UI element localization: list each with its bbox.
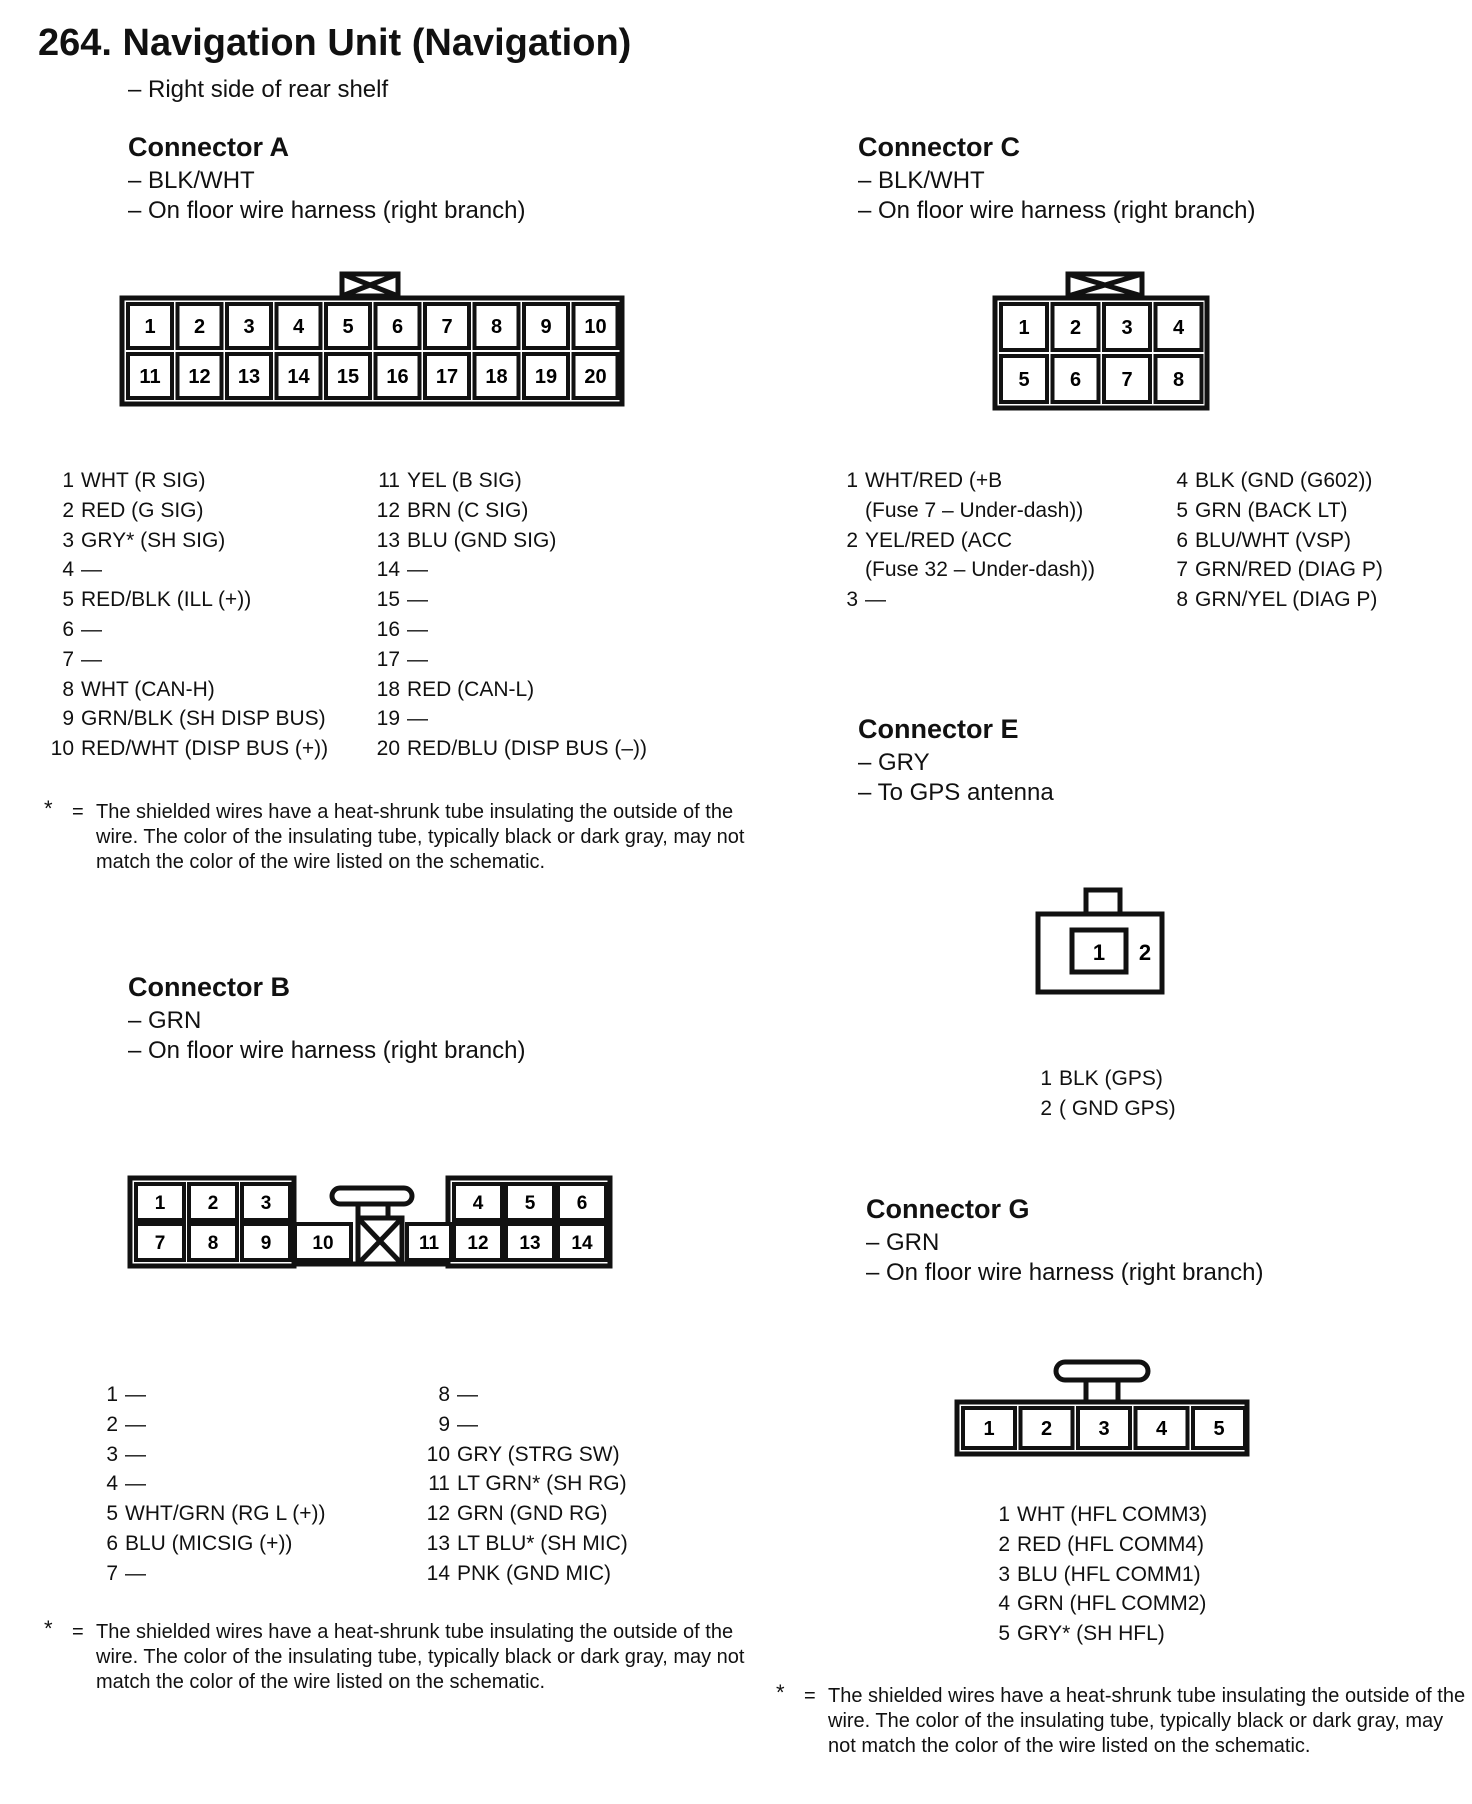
connector-b-pins-right bbox=[420, 1380, 628, 1589]
pin-wire: RED/BLU (DISP BUS (–)) bbox=[407, 737, 647, 761]
pin-cell-label: 2 bbox=[1069, 317, 1082, 340]
connector-g-diagram bbox=[952, 1356, 1252, 1460]
connector-b-diagram bbox=[126, 1172, 616, 1272]
pin-wire: GRN (HFL COMM2) bbox=[1017, 1592, 1207, 1616]
pin-row bbox=[980, 1530, 1207, 1560]
pin-wire: GRY* (SH HFL) bbox=[1017, 1622, 1165, 1646]
pin-cell-label: 8 bbox=[490, 316, 503, 339]
pin-row bbox=[44, 734, 328, 764]
pin-cell-label: 16 bbox=[386, 366, 409, 389]
pin-number: 1 bbox=[1040, 1067, 1052, 1090]
pin-cell-label: 1 bbox=[144, 316, 156, 339]
footnote-star: * bbox=[44, 796, 53, 821]
pin-number: 7 bbox=[106, 1561, 118, 1585]
pin-row bbox=[1158, 526, 1383, 556]
pin-number: 10 bbox=[50, 737, 74, 761]
pin-row bbox=[88, 1499, 325, 1529]
pin-row bbox=[88, 1440, 325, 1470]
pin-row bbox=[88, 1469, 325, 1499]
pin-cell-label: 11 bbox=[139, 366, 161, 389]
pin-row bbox=[980, 1619, 1207, 1649]
pin-number: 14 bbox=[376, 558, 400, 582]
connector-g-shield-note bbox=[776, 1680, 1466, 1794]
pin-row bbox=[88, 1529, 325, 1559]
pin-row bbox=[370, 734, 647, 764]
pin-row bbox=[44, 555, 328, 585]
pin-number: 9 bbox=[438, 1412, 450, 1436]
pin-number: 2 bbox=[846, 528, 858, 552]
pin-number: 14 bbox=[426, 1561, 450, 1585]
pin-number: 11 bbox=[428, 1472, 450, 1496]
page-subtitle: – Right side of rear shelf bbox=[128, 76, 389, 103]
connector-a-color: – BLK/WHT bbox=[128, 167, 255, 194]
pin-row bbox=[88, 1380, 325, 1410]
pin-cell-label: 7 bbox=[441, 316, 453, 339]
connector-e-location: – To GPS antenna bbox=[858, 779, 1054, 806]
pin-number: 10 bbox=[426, 1442, 450, 1466]
connector-e-diagram bbox=[1032, 884, 1172, 998]
pin-wire: BLU (GND SIG) bbox=[407, 528, 557, 552]
pin-number: 1 bbox=[62, 469, 74, 492]
pin-number: 11 bbox=[378, 469, 400, 492]
pin-row bbox=[420, 1440, 628, 1470]
connector-b-header bbox=[128, 972, 526, 1065]
page-title: 264. Navigation Unit (Navigation) bbox=[38, 22, 632, 64]
pin-row bbox=[1022, 1064, 1176, 1094]
pin-number: 20 bbox=[376, 737, 400, 761]
footnote-text: The shielded wires have a heat-shrunk tube insulating the outside of the wire. The color of the insulating tube, typically black or dark gray, may not match the color of the wire listed on the schematic. bbox=[96, 801, 745, 873]
pin-wire: — bbox=[125, 1472, 146, 1496]
connector-b-location: – On floor wire harness (right branch) bbox=[128, 1037, 526, 1064]
pin-number: 7 bbox=[62, 647, 74, 671]
pin-cell-label: 1 bbox=[154, 1192, 166, 1214]
pin-number: 8 bbox=[438, 1383, 450, 1406]
pin-wire: — bbox=[407, 558, 428, 582]
connector-e-title: Connector E bbox=[858, 714, 1019, 744]
connector-c-diagram bbox=[990, 268, 1216, 414]
pin-row bbox=[1158, 496, 1383, 526]
pin-row bbox=[370, 496, 647, 526]
pin-row bbox=[44, 615, 328, 645]
pin-row bbox=[420, 1469, 628, 1499]
pin-row bbox=[44, 496, 328, 526]
pin-cell-label: 19 bbox=[534, 366, 558, 389]
pin-wire: BLU/WHT (VSP) bbox=[1195, 528, 1351, 552]
pin-cell-label: 20 bbox=[584, 366, 607, 389]
pin-wire: RED (HFL COMM4) bbox=[1017, 1532, 1205, 1556]
pin-wire: GRY (STRG SW) bbox=[457, 1442, 620, 1466]
pin-wire: — bbox=[81, 558, 102, 582]
pin-number: 3 bbox=[62, 528, 74, 552]
pin-number: 12 bbox=[426, 1502, 450, 1526]
connector-g-title: Connector G bbox=[866, 1194, 1030, 1224]
pin-wire: BLK (GND (G602)) bbox=[1195, 469, 1373, 492]
pin-wire: — bbox=[125, 1412, 146, 1436]
pin-number: 7 bbox=[1176, 558, 1188, 582]
connector-g-cells bbox=[963, 1408, 1245, 1448]
pin-row bbox=[1022, 1094, 1176, 1124]
pin-wire: GRN (BACK LT) bbox=[1195, 498, 1348, 522]
pin-wire: RED/BLK (ILL (+)) bbox=[81, 588, 252, 612]
connector-b-pins-left bbox=[88, 1380, 325, 1589]
connector-e-cell-2-label: 2 bbox=[1138, 940, 1152, 965]
pin-number: 4 bbox=[998, 1592, 1010, 1616]
pin-cell-label: 14 bbox=[571, 1232, 593, 1254]
pin-wire: BLU (MICSIG (+)) bbox=[125, 1531, 293, 1555]
pin-wire-continuation: (Fuse 7 – Under-dash)) bbox=[865, 498, 1084, 522]
pin-wire: WHT (HFL COMM3) bbox=[1017, 1503, 1208, 1526]
connector-e-pins bbox=[1022, 1064, 1176, 1124]
connector-a-shield-note bbox=[44, 796, 745, 900]
pin-wire: BLU (HFL COMM1) bbox=[1017, 1562, 1201, 1586]
pin-number: 2 bbox=[998, 1532, 1010, 1556]
connector-g-latch bbox=[1056, 1362, 1148, 1402]
pin-cell-label: 10 bbox=[312, 1232, 334, 1254]
pin-number: 19 bbox=[376, 707, 400, 731]
pin-cell-label: 4 bbox=[1155, 1418, 1168, 1441]
pin-row bbox=[44, 675, 328, 705]
pin-row bbox=[1158, 585, 1383, 615]
pin-number: 4 bbox=[1176, 469, 1188, 492]
pin-row bbox=[980, 1500, 1207, 1530]
pin-cell-label: 14 bbox=[287, 366, 310, 389]
pin-number: 5 bbox=[998, 1622, 1010, 1646]
pin-cell-label: 17 bbox=[435, 366, 459, 389]
connector-g-color: – GRN bbox=[866, 1229, 940, 1256]
pin-wire: GRN/BLK (SH DISP BUS) bbox=[81, 707, 326, 731]
pin-number: 4 bbox=[62, 558, 74, 582]
footnote-equals: = bbox=[72, 801, 84, 823]
footnote-star: * bbox=[44, 1616, 53, 1641]
connector-c-location: – On floor wire harness (right branch) bbox=[858, 197, 1256, 224]
pin-wire: — bbox=[407, 707, 428, 731]
connector-a-location: – On floor wire harness (right branch) bbox=[128, 197, 526, 224]
pin-cell-label: 2 bbox=[1040, 1418, 1053, 1441]
pin-number: 3 bbox=[846, 588, 858, 612]
pin-row bbox=[88, 1559, 325, 1589]
pin-cell-label: 3 bbox=[1121, 317, 1133, 340]
pin-number: 6 bbox=[62, 617, 74, 641]
pin-number: 12 bbox=[376, 498, 400, 522]
pin-wire: RED (G SIG) bbox=[81, 498, 204, 522]
pin-cell-label: 6 bbox=[391, 316, 404, 339]
pin-row bbox=[44, 585, 328, 615]
pin-row bbox=[420, 1559, 628, 1589]
pin-row bbox=[370, 526, 647, 556]
pin-number: 15 bbox=[376, 588, 400, 612]
pin-cell-label: 10 bbox=[584, 316, 607, 339]
pin-cell-label: 1 bbox=[1018, 317, 1030, 340]
pin-number: 17 bbox=[376, 647, 400, 671]
pin-wire: BLK (GPS) bbox=[1059, 1067, 1163, 1090]
pin-wire: BRN (C SIG) bbox=[407, 498, 529, 522]
pin-row bbox=[828, 466, 1095, 526]
pin-row bbox=[370, 555, 647, 585]
pin-row bbox=[420, 1499, 628, 1529]
pin-row bbox=[1158, 466, 1383, 496]
pin-row bbox=[980, 1560, 1207, 1590]
pin-cell-label: 13 bbox=[237, 366, 261, 389]
pin-wire: LT GRN* (SH RG) bbox=[457, 1472, 627, 1496]
pin-cell-label: 6 bbox=[576, 1192, 588, 1214]
pin-number: 16 bbox=[376, 617, 400, 641]
pin-cell-label: 3 bbox=[260, 1192, 272, 1214]
pin-number: 18 bbox=[376, 677, 400, 701]
pin-wire: — bbox=[125, 1383, 146, 1406]
connector-g-header bbox=[866, 1194, 1264, 1287]
pin-wire: — bbox=[865, 588, 886, 612]
pin-cell-label: 4 bbox=[1172, 317, 1185, 340]
pin-wire: YEL/RED (ACC bbox=[865, 528, 1013, 552]
pin-row bbox=[420, 1529, 628, 1559]
connector-c-color: – BLK/WHT bbox=[858, 167, 985, 194]
pin-wire: — bbox=[81, 647, 102, 671]
pin-cell-label: 4 bbox=[292, 316, 305, 339]
pin-cell-label: 18 bbox=[485, 366, 508, 389]
pin-row bbox=[420, 1380, 628, 1410]
pin-wire: — bbox=[407, 647, 428, 671]
footnote-text: The shielded wires have a heat-shrunk tube insulating the outside of the wire. The color of the insulating tube, typically black or dark gray, may not match the color of the wire listed on the schematic. bbox=[828, 1685, 1466, 1757]
pin-row bbox=[370, 675, 647, 705]
connector-c-title: Connector C bbox=[858, 132, 1020, 162]
pin-wire: RED (CAN-L) bbox=[407, 677, 535, 701]
pin-wire: WHT (CAN-H) bbox=[81, 677, 215, 701]
pin-row bbox=[420, 1410, 628, 1440]
connector-b-title: Connector B bbox=[128, 972, 290, 1002]
pin-cell-label: 4 bbox=[472, 1192, 484, 1214]
pin-number: 6 bbox=[106, 1531, 118, 1555]
pin-cell-label: 5 bbox=[1018, 369, 1030, 392]
pin-cell-label: 7 bbox=[154, 1232, 166, 1254]
connector-c-latch bbox=[1068, 274, 1142, 296]
pin-number: 5 bbox=[62, 588, 74, 612]
pin-wire: — bbox=[81, 617, 102, 641]
pin-cell-label: 13 bbox=[519, 1232, 541, 1254]
connector-a-header bbox=[128, 132, 526, 225]
pin-wire: WHT (R SIG) bbox=[81, 469, 206, 492]
connector-a-latch bbox=[342, 274, 398, 296]
pin-cell-label: 6 bbox=[1069, 369, 1082, 392]
footnote-equals: = bbox=[72, 1621, 84, 1643]
pin-wire: LT BLU* (SH MIC) bbox=[457, 1531, 628, 1555]
pin-wire: ( GND GPS) bbox=[1059, 1096, 1176, 1120]
connector-e-color: – GRY bbox=[858, 749, 930, 776]
pin-cell-label: 12 bbox=[188, 366, 211, 389]
pin-wire: WHT/RED (+B bbox=[865, 469, 1003, 492]
pin-cell-label: 5 bbox=[342, 316, 354, 339]
pin-row bbox=[88, 1410, 325, 1440]
pin-number: 9 bbox=[62, 707, 74, 731]
pin-cell-label: 9 bbox=[540, 316, 552, 339]
pin-wire: GRN (GND RG) bbox=[457, 1502, 608, 1526]
pin-wire: — bbox=[407, 588, 428, 612]
pin-number: 6 bbox=[1176, 528, 1188, 552]
pin-number: 1 bbox=[998, 1503, 1010, 1526]
pin-number: 1 bbox=[846, 469, 858, 492]
pin-row bbox=[370, 645, 647, 675]
connector-a-pins-right bbox=[370, 466, 647, 764]
pin-row bbox=[828, 526, 1095, 586]
connector-b-shield-note bbox=[44, 1616, 745, 1720]
pin-cell-label: 2 bbox=[207, 1192, 219, 1214]
pin-cell-label: 2 bbox=[193, 316, 206, 339]
pin-cell-label: 8 bbox=[1172, 369, 1185, 392]
pin-cell-label: 12 bbox=[467, 1232, 489, 1254]
pin-row bbox=[44, 645, 328, 675]
pin-cell-label: 5 bbox=[524, 1192, 536, 1214]
pin-number: 13 bbox=[376, 528, 400, 552]
pin-cell-label: 11 bbox=[418, 1232, 440, 1254]
footnote-star: * bbox=[776, 1680, 785, 1705]
pin-wire: — bbox=[457, 1412, 478, 1436]
connector-g-pins bbox=[980, 1500, 1207, 1649]
pin-cell-label: 8 bbox=[207, 1232, 219, 1254]
pin-wire: GRY* (SH SIG) bbox=[81, 528, 226, 552]
pin-number: 5 bbox=[106, 1502, 118, 1526]
pin-wire: WHT/GRN (RG L (+)) bbox=[125, 1502, 326, 1526]
pin-wire-continuation: (Fuse 32 – Under-dash)) bbox=[865, 558, 1095, 582]
pin-number: 2 bbox=[62, 498, 74, 522]
pin-number: 4 bbox=[106, 1472, 118, 1496]
connector-e-header bbox=[858, 714, 1054, 807]
pin-row bbox=[370, 704, 647, 734]
pin-number: 8 bbox=[1176, 588, 1188, 612]
pin-number: 2 bbox=[1040, 1096, 1052, 1120]
pin-wire: — bbox=[125, 1442, 146, 1466]
connector-c-pins-right bbox=[1158, 466, 1383, 615]
pin-number: 5 bbox=[1176, 498, 1188, 522]
pin-cell-label: 15 bbox=[336, 366, 360, 389]
pin-wire: PNK (GND MIC) bbox=[457, 1561, 611, 1585]
pin-wire: RED/WHT (DISP BUS (+)) bbox=[81, 737, 329, 761]
connector-a-title: Connector A bbox=[128, 132, 289, 162]
pin-cell-label: 1 bbox=[983, 1418, 995, 1441]
connector-c-pins-left bbox=[828, 466, 1095, 615]
pin-number: 2 bbox=[106, 1412, 118, 1436]
connector-a-diagram bbox=[118, 268, 628, 410]
pin-row bbox=[370, 615, 647, 645]
connector-c-header bbox=[858, 132, 1256, 225]
connector-a-pins-left bbox=[44, 466, 328, 764]
pin-number: 3 bbox=[998, 1562, 1010, 1586]
pin-cell-label: 5 bbox=[1213, 1418, 1225, 1441]
pin-number: 1 bbox=[106, 1383, 118, 1406]
pin-wire: — bbox=[407, 617, 428, 641]
pin-wire: GRN/YEL (DIAG P) bbox=[1195, 588, 1378, 612]
pin-row bbox=[980, 1589, 1207, 1619]
footnote-equals: = bbox=[804, 1685, 816, 1707]
pin-number: 3 bbox=[106, 1442, 118, 1466]
pin-row bbox=[1158, 555, 1383, 585]
pin-number: 13 bbox=[426, 1531, 450, 1555]
pin-cell-label: 3 bbox=[243, 316, 255, 339]
connector-g-location: – On floor wire harness (right branch) bbox=[866, 1259, 1264, 1286]
pin-cell-label: 3 bbox=[1098, 1418, 1110, 1441]
pin-row bbox=[370, 585, 647, 615]
pin-number: 8 bbox=[62, 677, 74, 701]
pin-wire: GRN/RED (DIAG P) bbox=[1195, 558, 1383, 582]
connector-b-color: – GRN bbox=[128, 1007, 202, 1034]
pin-row bbox=[44, 526, 328, 556]
pin-row bbox=[44, 704, 328, 734]
pin-row bbox=[370, 466, 647, 496]
footnote-text: The shielded wires have a heat-shrunk tube insulating the outside of the wire. The color of the insulating tube, typically black or dark gray, may not match the color of the wire listed on the schematic. bbox=[96, 1621, 745, 1693]
pin-row bbox=[44, 466, 328, 496]
pin-wire: YEL (B SIG) bbox=[407, 469, 522, 492]
pin-cell-label: 7 bbox=[1121, 369, 1133, 392]
pin-cell-label: 9 bbox=[260, 1232, 272, 1254]
pin-wire: — bbox=[125, 1561, 146, 1585]
pin-wire: — bbox=[457, 1383, 478, 1406]
pin-row bbox=[828, 585, 1095, 615]
connector-e-cell-1-label: 1 bbox=[1092, 940, 1106, 965]
